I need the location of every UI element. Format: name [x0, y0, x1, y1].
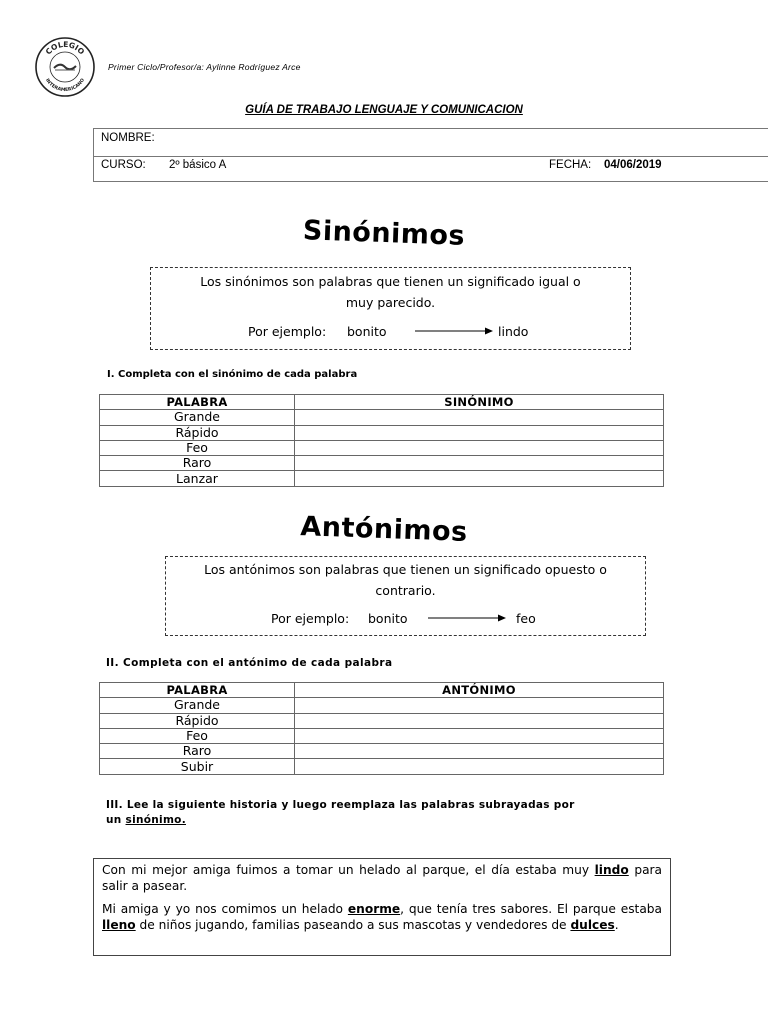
table-cell-answer[interactable] [295, 471, 664, 486]
table-row [100, 410, 664, 425]
synonyms-heading: Sinónimos [302, 215, 466, 252]
arrow-right-icon [415, 326, 493, 336]
antonyms-definition-box [165, 556, 646, 636]
course-label: CURSO: [101, 159, 146, 171]
name-label: NOMBRE: [101, 132, 155, 144]
antonyms-table [99, 682, 664, 775]
table-header-antonym: ANTÓNIMO [295, 683, 664, 698]
table-row [100, 713, 664, 728]
table-cell-answer[interactable] [295, 698, 664, 713]
antonyms-exercise-title: II. Completa con el antónimo de cada palabra [106, 657, 393, 669]
table-cell-answer[interactable] [295, 440, 664, 455]
synonyms-definition-line1: Los sinónimos son palabras que tienen un significado igual o [200, 274, 581, 289]
table-cell-word: Feo [100, 728, 295, 743]
synonyms-exercise-title: I. Completa con el sinónimo de cada palabra [107, 369, 358, 380]
story-box [93, 858, 671, 956]
story-text: de niños jugando, familias paseando a sus mascotas y vendedores de [139, 917, 567, 932]
table-row [100, 698, 664, 713]
course-value: 2º básico A [169, 159, 227, 171]
synonyms-example-word: bonito [347, 324, 387, 339]
table-cell-answer[interactable] [295, 456, 664, 471]
synonyms-definition-line2: muy parecido. [345, 295, 436, 310]
table-cell-word: Raro [100, 456, 295, 471]
table-header-word: PALABRA [100, 683, 295, 698]
underlined-word: lleno [102, 917, 136, 932]
story-text: Mi amiga y yo nos comimos un helado [102, 902, 344, 916]
table-cell-answer[interactable] [295, 728, 664, 743]
antonyms-definition-line1: Los antónimos son palabras que tienen un significado opuesto o [204, 562, 607, 577]
synonyms-example-label: Por ejemplo: [248, 324, 327, 339]
synonyms-table [99, 394, 664, 487]
underlined-word: dulces [570, 917, 615, 932]
table-cell-answer[interactable] [295, 410, 664, 425]
story-text: Con mi mejor amiga fuimos a tomar un helado al parque, el día estaba muy [102, 863, 590, 877]
logo-top-text: COLEGIO [43, 39, 87, 57]
table-cell-word: Lanzar [100, 471, 295, 486]
table-cell-answer[interactable] [295, 759, 664, 774]
table-cell-word: Grande [100, 698, 295, 713]
table-cell-answer[interactable] [295, 744, 664, 759]
story-instruction [106, 798, 666, 828]
table-row [100, 456, 664, 471]
synonyms-definition-box [150, 267, 631, 350]
teacher-line: Primer Ciclo/Profesor/a: Aylinne Rodríguez Arce [108, 62, 301, 72]
table-header-row [100, 683, 664, 698]
table-cell-word: Rápido [100, 713, 295, 728]
logo-bottom-text: INTERAMERICANO [43, 77, 87, 94]
story-paragraph-1 [102, 863, 662, 894]
document-title: GUÍA DE TRABAJO LENGUAJE Y COMUNICACION [245, 104, 523, 116]
table-cell-word: Rápido [100, 425, 295, 440]
story-instruction-underlined: sinónimo. [125, 814, 186, 826]
name-row [94, 129, 768, 157]
arrow-right-icon [428, 613, 506, 623]
svg-text:INTERAMERICANO [44, 77, 86, 93]
table-row [100, 759, 664, 774]
story-instruction-pre: un [106, 814, 122, 826]
table-row [100, 425, 664, 440]
underlined-word: lindo [594, 863, 629, 877]
antonyms-example-word: bonito [368, 611, 408, 626]
table-cell-word: Grande [100, 410, 295, 425]
table-header-row [100, 395, 664, 410]
antonyms-definition-line2: contrario. [375, 583, 436, 598]
story-text: para salir a pasear. [102, 863, 663, 893]
story-instruction-line2 [106, 813, 666, 828]
antonyms-example-result: feo [516, 611, 536, 626]
table-header-synonym: SINÓNIMO [295, 395, 664, 410]
antonyms-heading: Antónimos [299, 511, 469, 548]
story-instruction-line1: III. Lee la siguiente historia y luego reemplaza las palabras subrayadas por [106, 799, 575, 811]
school-logo [34, 36, 96, 98]
table-cell-word: Feo [100, 440, 295, 455]
table-cell-word: Raro [100, 744, 295, 759]
date-label: FECHA: [549, 159, 592, 171]
table-row [100, 471, 664, 486]
table-cell-word: Subir [100, 759, 295, 774]
table-header-word: PALABRA [100, 395, 295, 410]
student-info-box [93, 128, 768, 182]
underlined-word: enorme [347, 902, 401, 916]
table-row [100, 440, 664, 455]
date-value: 04/06/2019 [604, 159, 662, 171]
antonyms-example-label: Por ejemplo: [271, 611, 350, 626]
table-row [100, 744, 664, 759]
table-row [100, 728, 664, 743]
story-text: . [614, 917, 619, 932]
story-paragraph-2 [102, 902, 662, 933]
story-text: , que tenía tres sabores. El parque estaba [400, 902, 663, 916]
synonyms-example-result: lindo [498, 324, 529, 339]
table-cell-answer[interactable] [295, 713, 664, 728]
table-cell-answer[interactable] [295, 425, 664, 440]
